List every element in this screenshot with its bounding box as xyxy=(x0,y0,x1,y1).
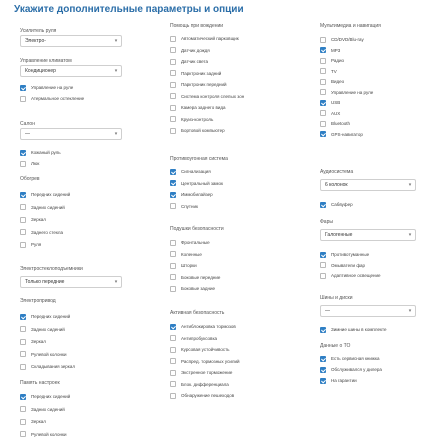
checkbox-empty-icon[interactable] xyxy=(20,339,26,345)
multimedia-option-checkbox[interactable] xyxy=(320,130,363,139)
driving-assist-option-checkbox[interactable] xyxy=(170,80,227,89)
antitheft-option-label: Иммобилайзер xyxy=(181,192,213,197)
tires-select-value: — xyxy=(325,308,330,314)
multimedia-option-checkbox[interactable] xyxy=(320,46,340,55)
service-option-checkbox[interactable] xyxy=(320,365,382,374)
service-label: Данные о ТО xyxy=(320,343,351,349)
memory-option-checkbox[interactable] xyxy=(20,430,66,439)
checkbox-empty-icon[interactable] xyxy=(20,204,26,210)
lights-option-checkbox[interactable] xyxy=(320,271,381,280)
checkbox-empty-icon[interactable] xyxy=(170,347,176,353)
active-safety-option-checkbox[interactable] xyxy=(170,334,217,343)
salon-option-checkbox[interactable] xyxy=(20,159,39,168)
checkbox-checked-icon[interactable] xyxy=(170,192,176,198)
checkbox-empty-icon[interactable] xyxy=(170,240,176,246)
power-option-label: Рулевой колонки xyxy=(31,351,67,357)
driving-assist-option-label: Парктроник задний xyxy=(181,70,222,76)
active-safety-option-checkbox[interactable] xyxy=(170,322,236,331)
checkbox-empty-icon[interactable] xyxy=(20,96,26,102)
antitheft-option-label: Сигнализация xyxy=(181,169,211,174)
checkbox-empty-icon[interactable] xyxy=(320,58,326,64)
window-lifts-select[interactable] xyxy=(20,276,122,288)
active-safety-option-checkbox[interactable] xyxy=(170,357,240,366)
checkbox-empty-icon[interactable] xyxy=(20,351,26,357)
active-safety-option-label: Антиблокировка тормозов xyxy=(181,324,236,329)
salon-label: Салон xyxy=(20,121,35,127)
active-safety-option-label: Обнаружение пешеходов xyxy=(181,393,235,398)
checkbox-empty-icon[interactable] xyxy=(320,273,326,279)
memory-option-label: Задних сидений xyxy=(31,406,65,412)
active-safety-option-checkbox[interactable] xyxy=(170,345,230,354)
checkbox-empty-icon[interactable] xyxy=(320,37,326,43)
checkbox-checked-icon[interactable] xyxy=(320,356,326,362)
active-safety-option-label: Распред. тормозных усилий xyxy=(181,358,240,364)
power-option-label: Зеркал xyxy=(31,339,46,344)
airbags-option-label: Шторки xyxy=(181,263,197,268)
power-option-label: Складывания зеркал xyxy=(31,364,76,369)
heating-option-label: Руля xyxy=(31,242,42,247)
checkbox-checked-icon[interactable] xyxy=(320,47,326,53)
active-safety-option-label: Экстренное торможение xyxy=(181,370,233,375)
driving-assist-option-label: Автоматический парковщик xyxy=(181,36,239,41)
salon-option-label: Люк xyxy=(31,161,40,166)
steering-booster-select-value: Электро- xyxy=(25,38,46,44)
active-safety-option-checkbox[interactable] xyxy=(170,380,229,389)
power-option-checkbox[interactable] xyxy=(20,312,70,321)
power-option-checkbox[interactable] xyxy=(20,350,66,359)
multimedia-option-checkbox[interactable] xyxy=(320,88,373,97)
multimedia-option-label: Радио xyxy=(331,58,344,63)
multimedia-option-label: Управление на руле xyxy=(331,89,374,95)
airbags-label: Подушки безопасности xyxy=(170,226,224,232)
checkbox-empty-icon[interactable] xyxy=(170,82,176,88)
climate-label: Управление климатом xyxy=(20,58,72,64)
active-safety-option-label: Блок. дифференциала xyxy=(181,381,229,387)
multimedia-label: Мультимедиа и навигация xyxy=(320,23,381,29)
climate-option-checkbox[interactable] xyxy=(20,94,84,103)
chevron-down-icon: ▾ xyxy=(408,182,412,188)
audio-select[interactable] xyxy=(320,179,416,191)
multimedia-option-checkbox[interactable] xyxy=(320,67,337,76)
heating-option-checkbox[interactable] xyxy=(20,228,63,237)
checkbox-empty-icon[interactable] xyxy=(170,335,176,341)
checkbox-checked-icon[interactable] xyxy=(170,169,176,175)
driving-assist-option-label: Камера заднего вида xyxy=(181,105,226,110)
multimedia-option-checkbox[interactable] xyxy=(320,98,340,107)
airbags-option-label: Фронтальные xyxy=(181,240,210,245)
lights-option-label: Противотуманные xyxy=(331,252,370,257)
checkbox-empty-icon[interactable] xyxy=(170,116,176,122)
audio-option-label: Сабвуфер xyxy=(331,202,353,207)
checkbox-empty-icon[interactable] xyxy=(20,326,26,332)
tires-label: Шины и диски xyxy=(320,295,353,301)
chevron-down-icon: ▾ xyxy=(114,68,118,74)
chevron-down-icon: ▾ xyxy=(114,38,118,44)
checkbox-empty-icon[interactable] xyxy=(170,105,176,111)
climate-option-checkbox[interactable] xyxy=(20,83,73,92)
audio-label: Аудиосистема xyxy=(320,169,354,175)
checkbox-empty-icon[interactable] xyxy=(170,36,176,42)
multimedia-option-checkbox[interactable] xyxy=(320,119,350,128)
multimedia-option-label: TV xyxy=(331,68,337,74)
active-safety-option-label: Антипробуксовка xyxy=(181,335,218,341)
climate-option-label: Атермальное остекление xyxy=(31,96,85,101)
window-lifts-label: Электростеклоподъемники xyxy=(20,266,83,272)
checkbox-checked-icon[interactable] xyxy=(320,252,326,258)
multimedia-option-checkbox[interactable] xyxy=(320,56,344,65)
heating-option-checkbox[interactable] xyxy=(20,240,41,249)
page-title: Укажите дополнительные параметры и опции xyxy=(14,4,244,15)
checkbox-empty-icon[interactable] xyxy=(320,79,326,85)
lights-option-checkbox[interactable] xyxy=(320,261,365,270)
driving-assist-option-checkbox[interactable] xyxy=(170,126,225,135)
airbags-option-label: Боковые передние xyxy=(181,274,221,280)
checkbox-empty-icon[interactable] xyxy=(170,286,176,292)
memory-option-label: Передних сидений xyxy=(31,394,71,399)
checkbox-empty-icon[interactable] xyxy=(170,128,176,134)
driving-assist-option-label: Система контроля слепых зон xyxy=(181,93,245,99)
checkbox-checked-icon[interactable] xyxy=(320,100,326,106)
multimedia-option-checkbox[interactable] xyxy=(320,77,344,86)
checkbox-checked-icon[interactable] xyxy=(20,394,26,400)
checkbox-empty-icon[interactable] xyxy=(320,121,326,127)
checkbox-empty-icon[interactable] xyxy=(170,93,176,99)
service-option-label: Есть сервисная книжка xyxy=(331,356,380,361)
driving-assist-option-label: Бортовой компьютер xyxy=(181,128,225,133)
airbags-option-checkbox[interactable] xyxy=(170,273,220,282)
power-option-checkbox[interactable] xyxy=(20,325,65,334)
checkbox-empty-icon[interactable] xyxy=(170,370,176,376)
climate-option-label: Управление на руле xyxy=(31,85,74,90)
checkbox-empty-icon[interactable] xyxy=(170,47,176,53)
driving-assist-option-checkbox[interactable] xyxy=(170,115,213,124)
airbags-option-checkbox[interactable] xyxy=(170,261,197,270)
salon-select[interactable] xyxy=(20,128,122,140)
checkbox-empty-icon[interactable] xyxy=(20,406,26,412)
power-label: Электропривод xyxy=(20,298,56,304)
checkbox-empty-icon[interactable] xyxy=(20,431,26,437)
antitheft-option-label: Центральный замок xyxy=(181,180,223,186)
service-option-label: Обслуживался у дилера xyxy=(331,367,382,372)
power-option-checkbox[interactable] xyxy=(20,337,46,346)
memory-option-checkbox[interactable] xyxy=(20,392,70,401)
checkbox-checked-icon[interactable] xyxy=(170,180,176,186)
airbags-option-label: Коленные xyxy=(181,251,202,257)
airbags-option-checkbox[interactable] xyxy=(170,250,202,259)
checkbox-empty-icon[interactable] xyxy=(320,262,326,268)
driving-assist-option-label: Датчик света xyxy=(181,59,209,64)
checkbox-empty-icon[interactable] xyxy=(170,274,176,280)
driving-assist-option-checkbox[interactable] xyxy=(170,103,225,112)
checkbox-empty-icon[interactable] xyxy=(20,364,26,370)
lights-option-checkbox[interactable] xyxy=(320,250,369,259)
checkbox-empty-icon[interactable] xyxy=(320,110,326,116)
multimedia-option-label: AUX xyxy=(331,110,341,116)
driving-assist-option-checkbox[interactable] xyxy=(170,92,244,101)
checkbox-checked-icon[interactable] xyxy=(320,131,326,137)
checkbox-empty-icon[interactable] xyxy=(320,68,326,74)
heating-option-label: Зеркал xyxy=(31,217,46,222)
airbags-option-checkbox[interactable] xyxy=(170,284,215,293)
checkbox-empty-icon[interactable] xyxy=(170,393,176,399)
lights-option-label: Адаптивное освещение xyxy=(331,273,381,278)
service-option-checkbox[interactable] xyxy=(320,376,357,385)
checkbox-checked-icon[interactable] xyxy=(20,314,26,320)
service-option-checkbox[interactable] xyxy=(320,354,380,363)
heating-option-label: Передних сидений xyxy=(31,192,71,197)
checkbox-checked-icon[interactable] xyxy=(170,324,176,330)
checkbox-empty-icon[interactable] xyxy=(170,263,176,269)
steering-booster-label: Усилитель руля xyxy=(20,28,57,34)
audio-select-value: 6 колонок xyxy=(325,182,348,188)
power-option-label: Передних сидений xyxy=(31,314,71,319)
checkbox-checked-icon[interactable] xyxy=(320,367,326,373)
checkbox-empty-icon[interactable] xyxy=(170,59,176,65)
checkbox-empty-icon[interactable] xyxy=(20,242,26,248)
memory-option-checkbox[interactable] xyxy=(20,405,65,414)
active-safety-option-label: Курсовая устойчивость xyxy=(181,347,230,352)
checkbox-checked-icon[interactable] xyxy=(320,327,326,333)
checkbox-empty-icon[interactable] xyxy=(20,161,26,167)
tires-option-checkbox[interactable] xyxy=(320,325,387,334)
multimedia-option-checkbox[interactable] xyxy=(320,35,364,44)
active-safety-option-checkbox[interactable] xyxy=(170,391,234,400)
salon-select-value: — xyxy=(25,131,30,137)
salon-option-checkbox[interactable] xyxy=(20,148,61,157)
checkbox-empty-icon[interactable] xyxy=(20,419,26,425)
heating-option-label: Задних сидений xyxy=(31,204,65,210)
antitheft-label: Противоугонная система xyxy=(170,156,228,162)
airbags-option-checkbox[interactable] xyxy=(170,238,210,247)
checkbox-checked-icon[interactable] xyxy=(320,202,326,208)
active-safety-option-checkbox[interactable] xyxy=(170,368,232,377)
multimedia-option-checkbox[interactable] xyxy=(320,109,340,118)
tires-option-label: Зимние шины в комплекте xyxy=(331,327,387,332)
tires-select[interactable] xyxy=(320,305,416,317)
multimedia-option-label: MP3 xyxy=(331,47,341,53)
checkbox-empty-icon[interactable] xyxy=(170,251,176,257)
memory-label: Память настроек xyxy=(20,380,60,386)
power-option-label: Задних сидений xyxy=(31,326,65,332)
driving-assist-option-checkbox[interactable] xyxy=(170,57,208,66)
driving-assist-option-checkbox[interactable] xyxy=(170,34,239,43)
heating-label: Обогрев xyxy=(20,176,40,182)
steering-booster-select[interactable] xyxy=(20,35,122,47)
memory-option-label: Зеркал xyxy=(31,419,46,424)
checkbox-checked-icon[interactable] xyxy=(20,150,26,156)
driving-assist-option-checkbox[interactable] xyxy=(170,69,221,78)
checkbox-empty-icon[interactable] xyxy=(20,229,26,235)
driving-assist-option-label: Датчик дождя xyxy=(181,47,210,53)
checkbox-checked-icon[interactable] xyxy=(20,85,26,91)
multimedia-option-label: USB xyxy=(331,100,341,105)
checkbox-checked-icon[interactable] xyxy=(320,378,326,384)
antitheft-option-checkbox[interactable] xyxy=(170,190,213,199)
heating-option-checkbox[interactable] xyxy=(20,190,70,199)
checkbox-empty-icon[interactable] xyxy=(170,381,176,387)
climate-select[interactable] xyxy=(20,65,122,77)
chevron-down-icon: ▾ xyxy=(114,131,118,137)
heating-option-label: Заднего стекла xyxy=(31,229,64,235)
window-lifts-select-value: Только передние xyxy=(25,279,65,285)
multimedia-option-label: Видео xyxy=(331,79,345,84)
antitheft-option-checkbox[interactable] xyxy=(170,167,211,176)
antitheft-option-checkbox[interactable] xyxy=(170,179,223,188)
memory-option-checkbox[interactable] xyxy=(20,417,46,426)
chevron-down-icon: ▾ xyxy=(114,279,118,285)
driving-assist-option-label: Круиз-контроль xyxy=(181,116,214,122)
multimedia-option-label: CD/DVD/Blu-ray xyxy=(331,37,364,42)
lights-option-label: Омыватели фар xyxy=(331,262,366,268)
lights-select-value: Галогенные xyxy=(325,232,353,238)
checkbox-empty-icon[interactable] xyxy=(320,89,326,95)
chevron-down-icon: ▾ xyxy=(408,308,412,314)
checkbox-empty-icon[interactable] xyxy=(20,217,26,223)
lights-select[interactable] xyxy=(320,229,416,241)
antitheft-option-label: Спутник xyxy=(181,203,198,209)
service-option-label: На гарантии xyxy=(331,378,357,383)
multimedia-option-label: GPS-навигатор xyxy=(331,131,363,137)
salon-option-label: Кожаный руль xyxy=(31,150,61,155)
checkbox-empty-icon[interactable] xyxy=(170,70,176,76)
checkbox-checked-icon[interactable] xyxy=(20,192,26,198)
driving-assist-label: Помощь при вождении xyxy=(170,23,224,29)
audio-option-checkbox[interactable] xyxy=(320,200,353,209)
airbags-option-label: Боковые задние xyxy=(181,286,216,291)
heating-option-checkbox[interactable] xyxy=(20,215,46,224)
climate-select-value: Кондиционер xyxy=(25,68,56,74)
active-safety-label: Активная безопасность xyxy=(170,310,225,316)
memory-option-label: Рулевой колонки xyxy=(31,431,67,437)
heating-option-checkbox[interactable] xyxy=(20,203,65,212)
antitheft-option-checkbox[interactable] xyxy=(170,202,198,211)
checkbox-empty-icon[interactable] xyxy=(170,358,176,364)
driving-assist-option-label: Парктроник передний xyxy=(181,82,227,87)
chevron-down-icon: ▾ xyxy=(408,232,412,238)
checkbox-empty-icon[interactable] xyxy=(170,203,176,209)
multimedia-option-label: Bluetooth xyxy=(331,121,351,126)
power-option-checkbox[interactable] xyxy=(20,362,75,371)
lights-label: Фары xyxy=(320,219,333,225)
driving-assist-option-checkbox[interactable] xyxy=(170,46,210,55)
